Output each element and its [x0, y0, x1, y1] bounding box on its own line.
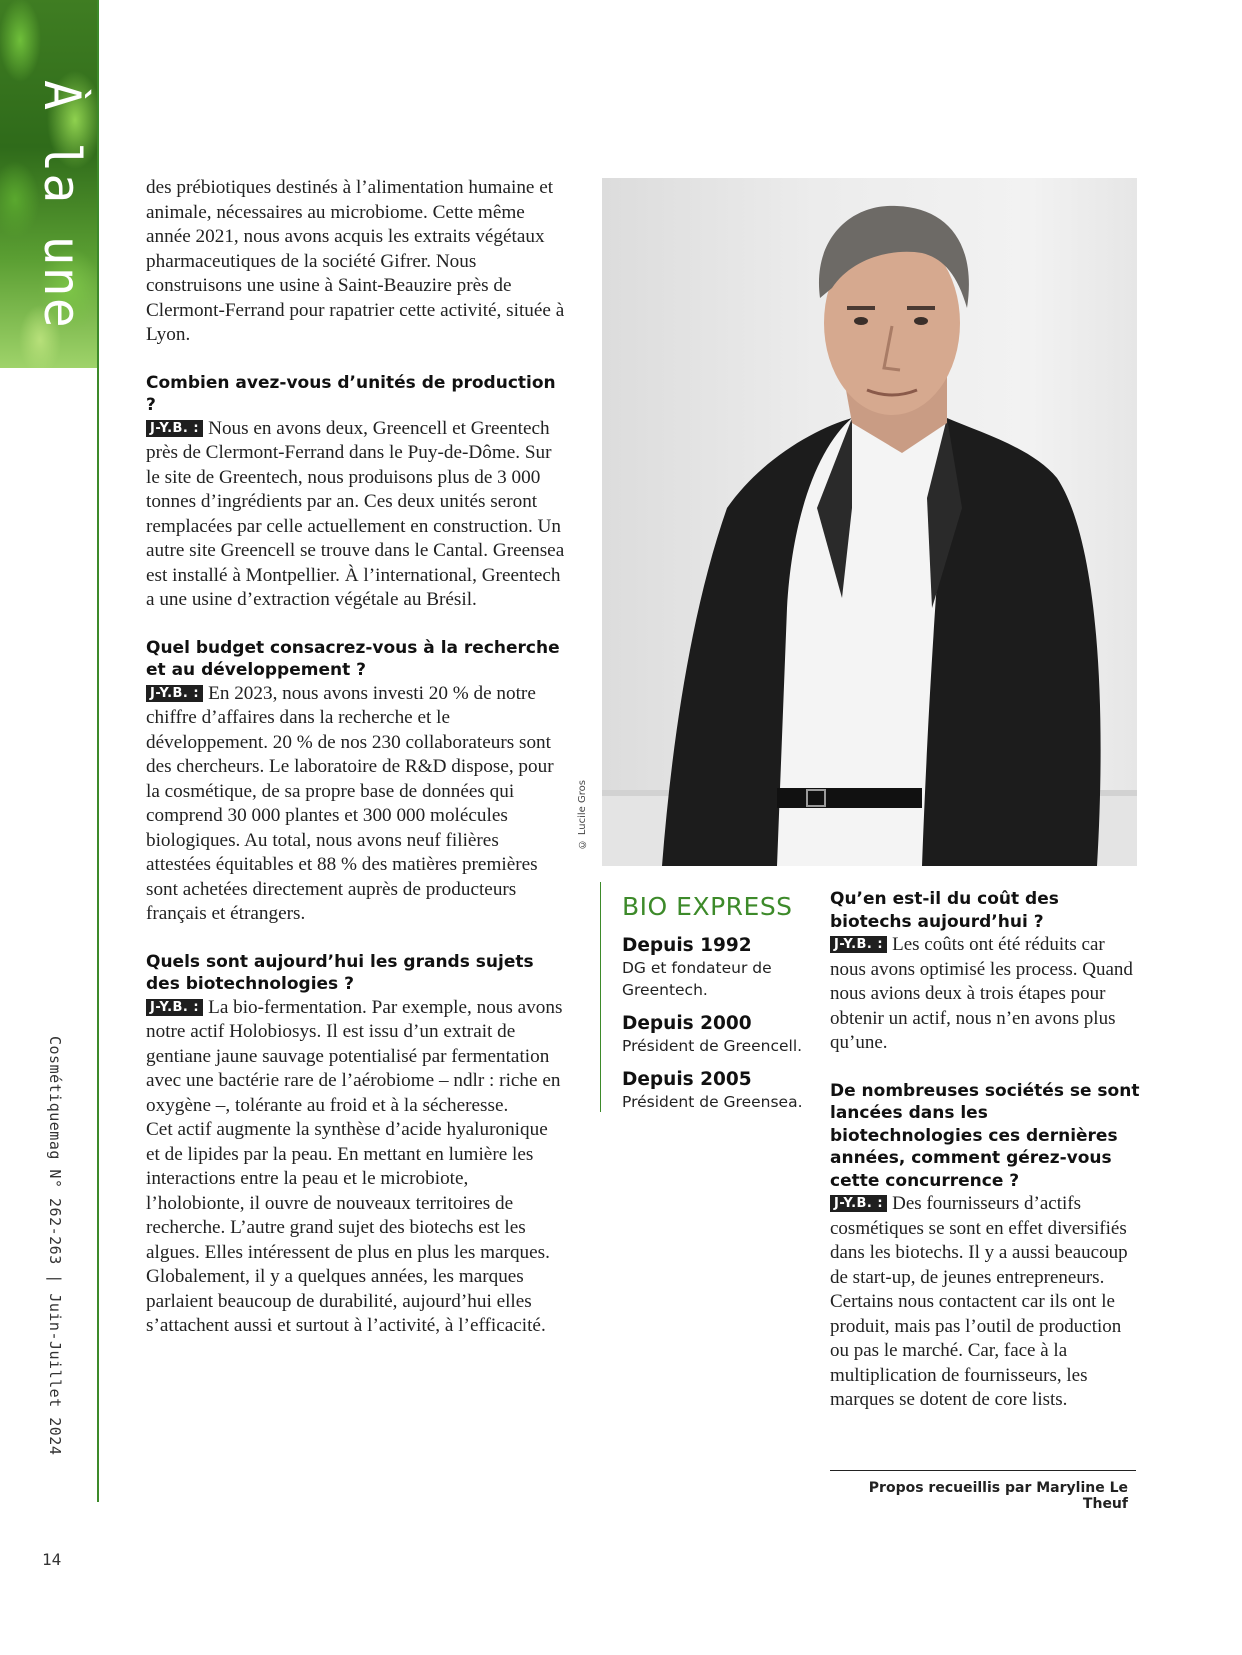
bio-year: Depuis 1992: [622, 935, 752, 956]
answer-text: Des fournisseurs d’actifs cosmétiques se sont en effet diversifiés dans les biotechs. Il y a aussi beaucoup de start-up, de jeunes entrepreneurs. Certains nous contactent car ils ont le produit, mais pas l’outil de production ou pas le marché. Car, face à la multiplication de fournisseurs, les marques se dotent de core lists.: [830, 1193, 1128, 1410]
bio-express-box: [622, 892, 812, 1125]
bio-title: BIO EXPRESS: [622, 892, 793, 921]
photo-credit: © Lucile Gros: [577, 780, 588, 850]
bio-year: Depuis 2005: [622, 1069, 752, 1090]
portrait-illustration: [602, 178, 1137, 866]
bio-role: Président de Greensea.: [622, 1093, 803, 1111]
speaker-tag: J-Y.B. :: [146, 999, 203, 1016]
article-column-left: [146, 176, 566, 1339]
section-title: À la une: [33, 80, 91, 329]
magazine-issue-info: Cosmétiquemag N° 262-263 | Juin-Juillet 2024: [46, 1036, 64, 1456]
question-competition: De nombreuses sociétés se sont lancées dans les biotechnologies ces dernières années, comment gérez-vous cette concurrence ?: [830, 1080, 1140, 1191]
article-column-right: [830, 888, 1142, 1413]
speaker-tag: J-Y.B. :: [146, 685, 203, 702]
bio-role: Président de Greencell.: [622, 1037, 803, 1055]
answer-biotech-cost: [830, 933, 1142, 1056]
bio-role: DG et fondateur de Greentech.: [622, 959, 772, 999]
section-banner: [0, 0, 98, 368]
interviewer-signature: Propos recueillis par Maryline Le Theuf: [868, 1480, 1128, 1512]
answer-biotech-topics-continued: Cet actif augmente la synthèse d’acide hyaluronique et de lipides par la peau. En mettant en lumière les interactions entre la peau et le microbiote, l’holobionte, il ouvre de nouveaux territoires de recherche. L’autre grand sujet des biotechs est les algues. Elles intéressent de plus en plus les marques. Globalement, il y a quelques années, les marques parlaient beaucoup de durabilité, aujourd’hui elles s’attachent aussi et surtout à l’activité, à l’efficacité.: [146, 1119, 550, 1336]
answer-text: Nous en avons deux, Greencell et Greentech près de Clermont-Ferrand dans le Puy-de-Dôme. Sur le site de Greentech, nous produisons plus de 3 000 tonnes d’ingrédients par an. Ces deux unités seront remplacées par celle actuellement en construction. Un autre site Greencell se trouve dans le Cantal. Greensea est installé à Montpellier. À l’international, Greentech a une usine d’extraction végétale au Brésil.: [146, 417, 565, 610]
page-number: 14: [42, 1550, 62, 1569]
intro-paragraph: des prébiotiques destinés à l’alimentation humaine et animale, nécessaires au microbiome. Cette même année 2021, nous avons acquis les extraits végétaux pharmaceutiques de la société Gifrer. Nous construisons une usine à Saint-Beauzire près de Clermont-Ferrand pour rapatrier cette activité, située à Lyon.: [146, 177, 565, 345]
portrait-photo: [602, 178, 1137, 866]
answer-biotech-topics: [146, 996, 566, 1119]
answer-rd-budget: [146, 682, 566, 927]
answer-text: Les coûts ont été réduits car nous avons optimisé les process. Quand nous avions deux à trois étapes pour obtenir un actif, nous n’en avons plus qu’une.: [830, 934, 1133, 1053]
answer-text: La bio-fermentation. Par exemple, nous avons notre actif Holobiosys. Il est issu d’un extrait de gentiane jaune sauvage potentialisé par fermentation avec une bactérie rare de l’aérobiome – ndlr : riche en oxygène –, tolérante au froid et à la sécheresse.: [146, 996, 563, 1116]
answer-production-units: [146, 417, 566, 613]
answer-text: En 2023, nous avons investi 20 % de notre chiffre d’affaires dans la recherche et le développement. 20 % de nos 230 collaborateurs sont des chercheurs. Le laboratoire de R&D dispose, pour la cosmétique, de sa propre base de données qui comprend 30 000 plantes et 300 000 molécules biologiques. Au total, nous avons neuf filières attestées équitables et 88 % des matières premières sont achetées directement auprès de producteurs français et étrangers.: [146, 682, 554, 924]
question-production-units: Combien avez-vous d’unités de production ?: [146, 372, 556, 415]
speaker-tag: J-Y.B. :: [830, 936, 887, 953]
answer-competition: [830, 1192, 1142, 1413]
speaker-tag: J-Y.B. :: [146, 420, 203, 437]
question-rd-budget: Quel budget consacrez-vous à la recherche et au développement ?: [146, 637, 560, 680]
bio-year: Depuis 2000: [622, 1013, 752, 1034]
question-biotech-cost: Qu’en est-il du coût des biotechs aujourd’hui ?: [830, 889, 1059, 932]
signature-rule: [830, 1470, 1136, 1471]
margin-rule: [97, 0, 99, 1502]
speaker-tag: J-Y.B. :: [830, 1195, 887, 1212]
question-biotech-topics: Quels sont aujourd’hui les grands sujets des biotechnologies ?: [146, 951, 534, 994]
bio-rule: [600, 882, 601, 1112]
